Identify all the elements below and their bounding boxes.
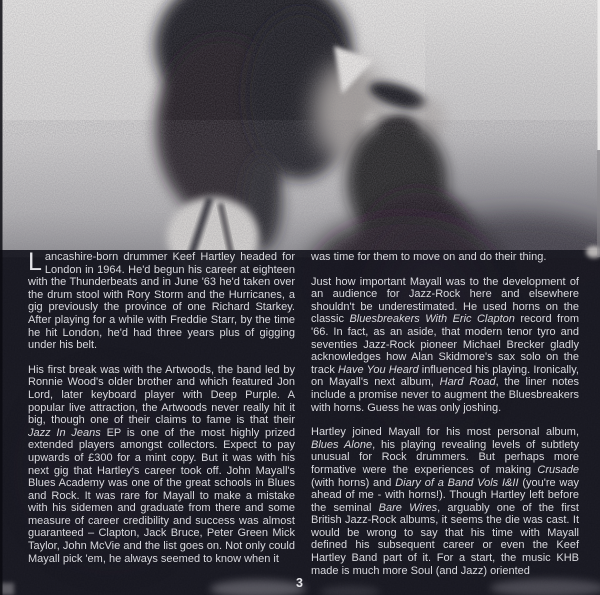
paragraph-intro-text: ancashire-born drummer Keef Hartley headed for London in 1964. He'd begun his career at eighteen with the Thunderbeats and in June '63 he'd taken over the drum stool with Rory Storm and the Hurricanes, a gig previously the province of one Richard Starkey. After playing for a while with Freddie Starr, by the time he hit London, he'd had three years plus of gigging under his belt.	[28, 251, 295, 352]
paragraph-blues-alone: Hartley joined Mayall for his most personal album, Blues Alone, his playing revealing levels of subtlety unusual for Rock drummers. But perhaps more formative were the experiences of making Crusade (with horns) and Diary of a Band Vols I&II (you're way ahead of me - with horns!). Though Hartley left before the seminal Bare Wires, arguably one of the first British Jazz-Rock albums, it seems the die was cast. It would be wrong to say that his time with Mayall defined his subsequent career or even the Keef Hartley Band part of it. For a start, the music KHB made is much more Soul (and Jazz) oriented	[311, 426, 579, 577]
dropcap-letter: L	[28, 248, 42, 276]
paragraph-intro	[28, 248, 295, 352]
liner-notes	[28, 248, 580, 589]
right-column	[311, 251, 579, 589]
paragraph-move-on: was time for them to move on and do their thing.	[311, 251, 547, 263]
page-number: 3	[296, 576, 304, 590]
left-column	[28, 248, 295, 589]
paragraph-mayall-horns: Just how important Mayall was to the development of an audience for Jazz-Rock here and elsewhere shouldn't be underestimated. He used horns on the classic Bluesbreakers With Eric Clapton record from '66. In fact, as an aside, that modern tenor tyro and seventies Jazz-Rock pioneer Michael Brecker gladly acknowledges how Alan Skidmore's sax solo on the track Have You Heard influenced his playing. Ironically, on Mayall's next album, Hard Road, the liner notes include a promise never to augment the Bluesbreakers with horns. Guess he was only joshing.	[311, 275, 580, 414]
paragraph-artwoods: His first break was with the Artwoods, the band led by Ronnie Wood's older brother and which featured Jon Lord, later keyboard player with Deep Purple. A popular live attraction, the Artwoods never really hit it big, though one of their claims to fame is that their Jazz In Jeans EP is one of the most highly prized extended players amongst collectors. Expect to pay upwards of £300 for a mint copy. But it was with his next gig that Hartley's career took off. John Mayall's Blues Academy was one of the great schools in Blues and Rock. It was rare for Mayall to make a mistake with his sidemen and graduate from there and some measure of career credibility and success was almost guaranteed – Clapton, Jack Bruce, Peter Green Mick Taylor, John McVie and the list goes on. Not only could Mayall pick 'em, he always seemed to know when it	[28, 363, 295, 565]
